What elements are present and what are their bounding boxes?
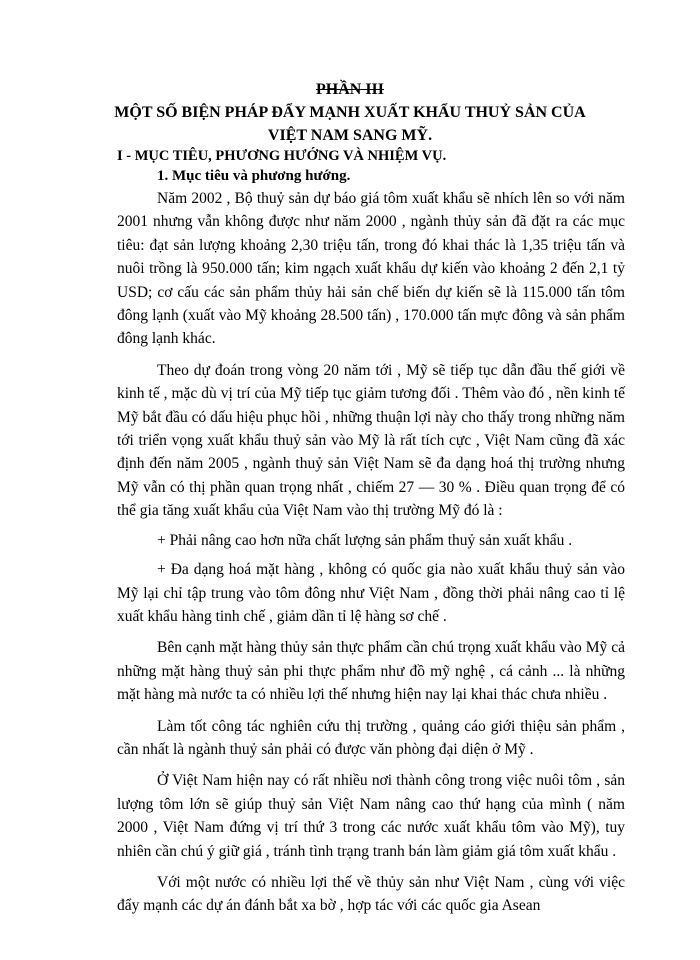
paragraph-us-outlook: Theo dự đoán trong vòng 20 năm tới , Mỹ sẽ tiếp tục dẫn đầu thế giới về kinh tế , mặc dù vị trí của Mỹ tiếp tục giảm tương đối . Thêm vào đó , nền kinh tế Mỹ bắt đầu có dấu hiệu phục hồi , những thuận lợi này cho thấy trong những năm tới triển vọng xuất khẩu thuỷ sản vào Mỹ là rất tích cực , Việt Nam cũng đã xác định đến năm 2005 , ngành thuỷ sản Việt Nam sẽ đa dạng hoá thị trường nhưng Mỹ vẫn có thị phần quan trọng nhất , chiếm 27 — 30 % . Điều quan trọng để có thể gia tăng xuất khẩu của Việt Nam vào thị trường Mỹ đó là :: [117, 361, 625, 520]
bullet-quality: + Phải nâng cao hơn nữa chất lượng sản phẩm thuỷ sản xuất khẩu .: [157, 531, 573, 549]
bullet-diversify: + Đa dạng hoá mặt hàng , không có quốc gia nào xuất khẩu thuỷ sản vào Mỹ lại chỉ tập trung vào tôm đông như Việt Nam , đồng thời phải nâng cao tỉ lệ xuất khẩu hàng tinh chế , giảm dần tỉ lệ hàng sơ chế .: [117, 561, 625, 625]
section-heading: I - MỤC TIÊU, PHƯƠNG HƯỚNG VÀ NHIỆM VỤ.: [117, 148, 447, 164]
part-title: PHẦN III: [315, 81, 384, 98]
main-title: MỘT SỐ BIỆN PHÁP ĐẨY MẠNH XUẤT KHẨU THUỶ SẢN CỦA VIỆT NAM SANG MỸ.: [114, 104, 586, 144]
paragraph-non-food-products: Bên cạnh mặt hàng thủy sản thực phẩm cần chú trọng xuất khẩu vào Mỹ cả những mặt hàng thuỷ sản phi thực phẩm như đồ mỹ nghệ , cá cảnh ... là những mặt hàng mà nước ta có nhiều lợi thế nhưng hiện nay lại khai thác chưa nhiều .: [117, 639, 625, 704]
body-text: [117, 187, 625, 926]
paragraph-advantages: Với một nước có nhiều lợi thế về thủy sản như Việt Nam , cùng với việc đẩy mạnh các dự án đánh bắt xa bờ , hợp tác với các quốc gia Asean: [117, 873, 625, 915]
paragraph-targets-2002: Năm 2002 , Bộ thuỷ sản dự báo giá tôm xuất khẩu sẽ nhích lên so với năm 2001 nhưng vẫn không được như năm 2000 , ngành thủy sản đã đặt ra các mục tiêu: đạt sản lượng khoảng 2,30 triệu tấn, trong đó khai thác là 1,35 triệu tấn và nuôi trồng là 950.000 tấn; kim ngạch xuất khẩu dự kiến vào khoảng 2 đến 2,1 tỷ USD; cơ cấu các sản phẩm thủy hải sản chế biến dự kiến sẽ là 115.000 tấn tôm đông lạnh (xuất vào Mỹ khoảng 28.500 tấn) , 170.000 tấn mực đông và sản phẩm đông lạnh khác.: [117, 190, 625, 348]
paragraph-market-research: Làm tốt công tác nghiên cứu thị trường , quảng cáo giới thiệu sản phẩm , cần nhất là ngành thuỷ sản phải có được văn phòng đại diện ở Mỹ .: [117, 717, 625, 758]
paragraph-shrimp-farming: Ở Việt Nam hiện nay có rất nhiều nơi thành công trong việc nuôi tôm , sản lượng tôm lớn sẽ giúp thuỷ sản Việt Nam nâng cao thứ hạng của mình ( năm 2000 , Việt Nam đứng vị trí thứ 3 trong các nước xuất khẩu tôm vào Mỹ), tuy nhiên cần chú ý giữ giá , tránh tình trạng tranh bán làm giảm giá tôm xuất khẩu .: [117, 772, 625, 860]
subheading: 1. Mục tiêu và phương hướng.: [157, 168, 351, 184]
